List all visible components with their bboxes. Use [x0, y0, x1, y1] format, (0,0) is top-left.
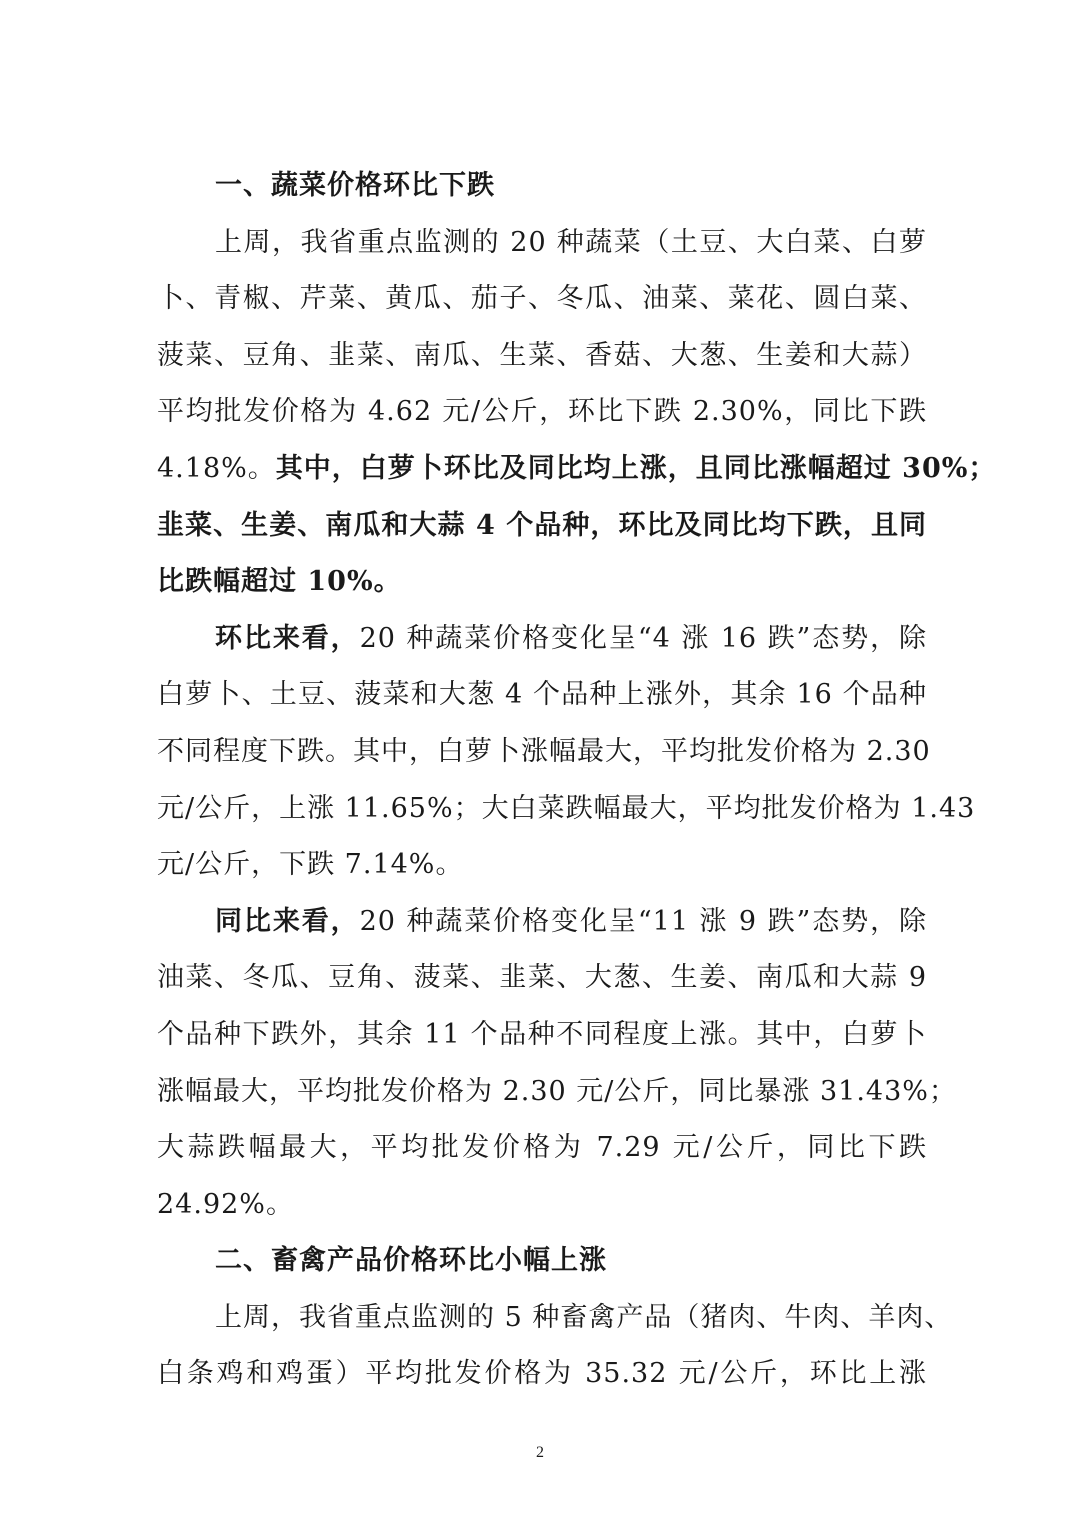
paragraph-line: 24.92%。 [157, 1188, 294, 1220]
paragraph-line: 上周，我省重点监测的 5 种畜禽产品（猪肉、牛肉、羊肉、 [215, 1301, 953, 1333]
paragraph-line: 大蒜跌幅最大，平均批发价格为 7.29 元/公斤，同比下跌 [157, 1132, 927, 1164]
section1-paragraph-2 [157, 611, 976, 894]
paragraph-line: 白萝卜、土豆、菠菜和大葱 4 个品种上涨外，其余 16 个品种 [157, 679, 927, 711]
paragraph-line: 元/公斤，下跌 7.14%。 [157, 849, 464, 881]
paragraph-line: 上周，我省重点监测的 20 种蔬菜（土豆、大白菜、白萝 [215, 226, 927, 258]
lead-text: 同比来看， [215, 905, 360, 937]
paragraph-line [157, 611, 927, 668]
paragraph-line [157, 894, 927, 951]
normal-text: 20 种蔬菜价格变化呈“11 涨 9 跌”态势，除 [359, 905, 928, 937]
section2-heading: 二、畜禽产品价格环比小幅上涨 [215, 1245, 607, 1277]
paragraph-line: 韭菜、生姜、南瓜和大蒜 4 个品种，环比及同比均下跌，且同 [157, 509, 927, 541]
section1-paragraph-1 [157, 215, 997, 611]
normal-text: 4.18%。 [157, 452, 276, 484]
lead-text: 环比来看， [215, 622, 360, 654]
page-number: 2 [536, 1444, 544, 1461]
section2-paragraph-1 [157, 1290, 953, 1403]
paragraph-line: 比跌幅超过 10%。 [157, 566, 402, 598]
paragraph-line: 菠菜、豆角、韭菜、南瓜、生菜、香菇、大葱、生姜和大蒜） [157, 339, 927, 371]
paragraph-line: 个品种下跌外，其余 11 个品种不同程度上涨。其中，白萝卜 [157, 1018, 927, 1050]
paragraph-line: 油菜、冬瓜、豆角、菠菜、韭菜、大葱、生姜、南瓜和大蒜 9 [157, 962, 927, 994]
paragraph-line: 平均批发价格为 4.62 元/公斤，环比下跌 2.30%，同比下跌 [157, 396, 927, 428]
paragraph-line [157, 441, 997, 498]
bold-text: 其中，白萝卜环比及同比均上涨，且同比涨幅超过 30%； [275, 452, 997, 484]
normal-text: 20 种蔬菜价格变化呈“4 涨 16 跌”态势，除 [359, 622, 928, 654]
paragraph-line: 元/公斤，上涨 11.65%；大白菜跌幅最大，平均批发价格为 1.43 [157, 792, 976, 824]
section1-paragraph-3 [157, 894, 957, 1234]
paragraph-line: 卜、青椒、芹菜、黄瓜、茄子、冬瓜、油菜、菜花、圆白菜、 [157, 283, 927, 315]
document-body [157, 158, 997, 1403]
paragraph-line: 不同程度下跌。其中，白萝卜涨幅最大，平均批发价格为 2.30 [157, 735, 931, 767]
paragraph-line: 白条鸡和鸡蛋）平均批发价格为 35.32 元/公斤，环比上涨 [157, 1358, 927, 1390]
section1-heading: 一、蔬菜价格环比下跌 [215, 170, 495, 201]
paragraph-line: 涨幅最大，平均批发价格为 2.30 元/公斤，同比暴涨 31.43%； [157, 1075, 957, 1107]
